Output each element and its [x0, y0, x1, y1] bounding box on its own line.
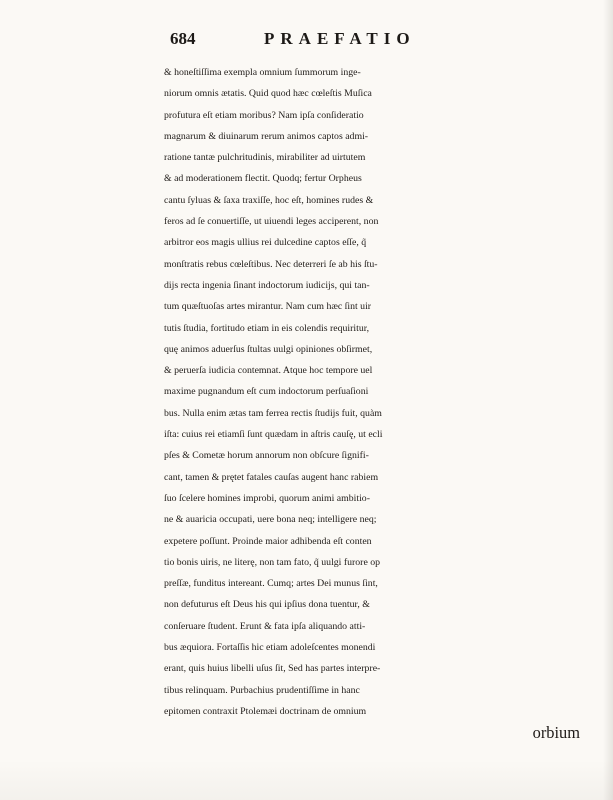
text-line: preſſæ, funditus intereant. Cumq; artes Dei munus ſint, [164, 578, 378, 590]
text-line: & ad moderationem flectit. Quodq; fertur Orpheus [164, 173, 362, 185]
text-line: erant, quis huius libelli uſus ſit, Sed has partes interpre- [164, 663, 381, 675]
page-edge-shadow [603, 0, 613, 800]
text-line: cant, tamen & prętet fatales cauſas augent hanc rabiem [164, 471, 379, 483]
text-line: maxime pugnandum eſt cum indoctorum perſuaſioni [164, 386, 369, 398]
text-line: quę animos aduerſus ſtultas uulgi opiniones obſirmet, [164, 343, 373, 355]
text-line: feros ad ſe conuertiſſe, ut uiuendi leges acciperent, non [164, 216, 379, 228]
text-line: iſta: cuius rei etiamſi ſunt quædam in aſtris cauſę, ut ecli [164, 429, 383, 441]
text-line: non defuturus eſt Deus his qui ipſius dona tuentur, & [164, 599, 370, 611]
text-line: tum quæſtuoſas artes mirantur. Nam cum hæc ſint uir [164, 301, 372, 313]
text-line: dijs recta ingenia ſinant indoctorum iudicijs, qui tan- [164, 279, 370, 291]
text-line: ne & auaricia occupati, uere bona neq; intelligere neq; [164, 514, 377, 526]
text-line: profutura eſt etiam moribus? Nam ipſa conſideratio [164, 109, 364, 121]
text-line: & peruerſa iudicia contemnat. Atque hoc tempore uel [164, 365, 373, 377]
text-line: tibus relinquam. Purbachius prudentiſſime in hanc [164, 684, 360, 696]
text-line: epitomen contraxit Ptolemæi doctrinam de omnium [164, 705, 367, 717]
body-text [164, 62, 584, 744]
text-line: monſtratis rebus cœleſtibus. Nec deterreri ſe ab his ſtu- [164, 258, 378, 270]
page-number: 684 [170, 29, 196, 48]
running-head: PRAEFATIO [264, 29, 416, 48]
text-line: cantu ſyluas & ſaxa traxiſſe, hoc eſt, homines rudes & [164, 194, 374, 206]
text-line: expetere poſſunt. Proinde maior adhibenda eſt conten [164, 535, 372, 547]
text-line: bus. Nulla enim ætas tam ferrea rectis ſtudijs fuit, quàm [164, 407, 382, 419]
text-line: tutis ſtudia, fortitudo etiam in eis colendis requiritur, [164, 322, 370, 334]
text-line: & honeſtiſſima exempla omnium ſummorum inge- [164, 67, 361, 78]
catchword: orbium [532, 723, 580, 743]
text-line: arbitror eos magis ullius rei dulcedine captos eſſe, q̃ [164, 237, 367, 249]
text-line: bus æquiora. Fortaſſis hic etiam adoleſcentes monendi [164, 642, 376, 654]
text-line: ſuo ſcelere homines improbi, quorum animi ambitio- [164, 492, 370, 504]
text-line: magnarum & diuinarum rerum animos captos admi- [164, 130, 369, 142]
text-line: niorum omnis ætatis. Quid quod hæc cœleſtis Muſica [164, 88, 372, 100]
text-line: pſes & Cometæ horum annorum non obſcure ſignifi- [164, 450, 369, 462]
text-line: tio bonis uiris, ne literę, non tam fato, q̃ uulgi furore op [164, 556, 381, 568]
text-line: conſeruare ſtudent. Erunt & fata ipſa aliquando atti- [164, 620, 366, 632]
page-bottom-shadow [0, 760, 613, 800]
text-line: ratione tantæ pulchritudinis, mirabiliter ad uirtutem [164, 152, 366, 164]
